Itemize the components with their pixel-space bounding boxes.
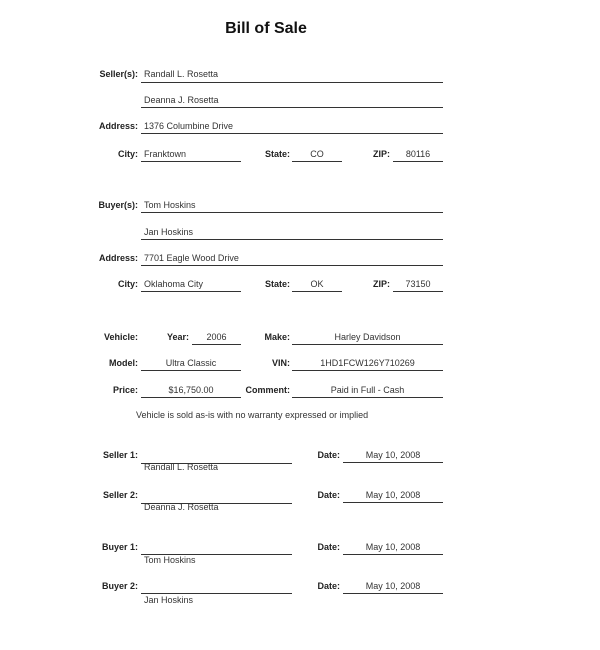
vehicle-model-line [141,370,241,371]
vehicle-comment-label: Comment: [245,385,290,395]
vehicle-year-label: Year: [166,332,189,342]
seller-2-date: May 10, 2008 [365,490,421,500]
buyer-address: 7701 Eagle Wood Drive [144,253,239,263]
seller-1-signature-label: Seller 1: [102,450,138,460]
buyer-state-label: State: [264,279,290,289]
page-title: Bill of Sale [225,20,307,37]
seller-city-line [141,161,241,162]
buyer-2-signature-label: Buyer 2: [101,581,138,591]
buyer-2-printed-name: Jan Hoskins [144,595,194,605]
buyer-name-1: Tom Hoskins [144,200,196,210]
buyer-2-date: May 10, 2008 [365,581,421,591]
seller-2-date-line [343,502,443,503]
vehicle-price: $16,750.00 [168,385,214,395]
buyer-1-date-label: Date: [317,542,340,552]
buyer-city: Oklahoma City [144,279,204,289]
buyer-state: OK [310,279,324,289]
buyer-name-2: Jan Hoskins [144,227,194,237]
seller-name-1-line [141,82,443,83]
seller-state-line [292,161,342,162]
seller-address: 1376 Columbine Drive [144,121,234,131]
seller-2-signature-label: Seller 2: [102,490,138,500]
seller-name-2: Deanna J. Rosetta [144,95,219,105]
buyer-city-line [141,291,241,292]
vehicle-price-label: Price: [112,385,138,395]
seller-zip: 80116 [405,149,431,159]
vehicle-year-line [192,344,241,345]
vehicle-comment-line [292,397,443,398]
seller-city-label: City: [118,149,138,159]
vehicle-vin-label: VIN: [272,358,290,368]
buyer-2-date-label: Date: [317,581,340,591]
vehicle-label: Vehicle: [103,332,138,342]
seller-state: CO [310,149,324,159]
vehicle-model-label: Model: [109,358,138,368]
warranty-disclaimer: Vehicle is sold as-is with no warranty expressed or implied [136,410,369,420]
buyer-address-label: Address: [98,253,138,263]
buyer-1-printed-name: Tom Hoskins [144,555,196,565]
seller-1-date-label: Date: [317,450,340,460]
seller-address-line [141,133,443,134]
seller-zip-line [393,161,443,162]
buyer-label: Buyer(s): [98,200,138,210]
seller-state-label: State: [264,149,290,159]
seller-address-label: Address: [98,121,138,131]
buyer-zip-label: ZIP: [373,279,390,289]
vehicle-vin: 1HD1FCW126Y710269 [320,358,415,368]
seller-name-2-line [141,107,443,108]
buyer-name-2-line [141,239,443,240]
buyer-1-signature-label: Buyer 1: [101,542,138,552]
buyer-2-signature-line [141,593,292,594]
vehicle-comment: Paid in Full - Cash [330,385,405,395]
seller-label: Seller(s): [99,69,138,79]
buyer-1-date-line [343,554,443,555]
buyer-zip: 73150 [405,279,431,289]
seller-1-date: May 10, 2008 [365,450,421,460]
vehicle-vin-line [292,370,443,371]
vehicle-year: 2006 [206,332,227,342]
buyer-2-date-line [343,593,443,594]
buyer-name-1-line [141,212,443,213]
seller-2-date-label: Date: [317,490,340,500]
seller-name-1: Randall L. Rosetta [144,69,219,79]
buyer-zip-line [393,291,443,292]
seller-2-printed-name: Deanna J. Rosetta [144,502,219,512]
seller-1-date-line [343,462,443,463]
vehicle-model: Ultra Classic [165,358,217,368]
seller-zip-label: ZIP: [373,149,390,159]
buyer-city-label: City: [118,279,138,289]
vehicle-make: Harley Davidson [334,332,401,342]
vehicle-make-line [292,344,443,345]
seller-city: Franktown [144,149,187,159]
vehicle-make-label: Make: [264,332,290,342]
vehicle-price-line [141,397,241,398]
buyer-1-date: May 10, 2008 [365,542,421,552]
buyer-address-line [141,265,443,266]
buyer-state-line [292,291,342,292]
seller-1-printed-name: Randall L. Rosetta [144,462,219,472]
